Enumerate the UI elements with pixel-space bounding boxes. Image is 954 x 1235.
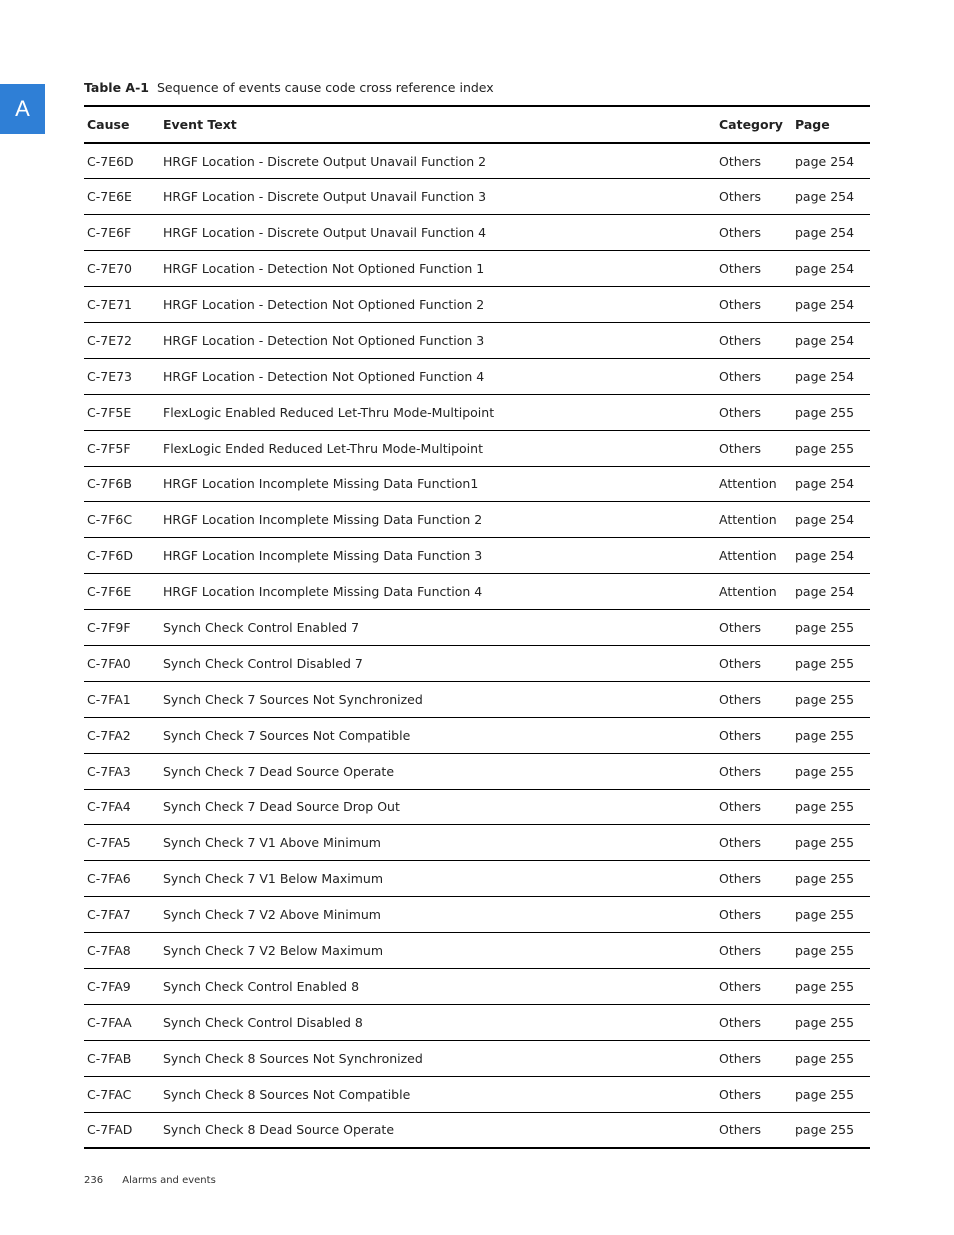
page-ref-cell: page 254 bbox=[795, 297, 855, 312]
cause-code-cell: C-7E71 bbox=[87, 297, 132, 312]
footer-section-title: Alarms and events bbox=[122, 1175, 216, 1186]
event-text-cell: Synch Check 7 V2 Above Minimum bbox=[163, 907, 381, 923]
page-ref-cell: page 255 bbox=[795, 691, 855, 707]
page-ref-cell: page 255 bbox=[795, 1086, 855, 1102]
table-row bbox=[84, 717, 870, 753]
category-cell: Others bbox=[719, 1050, 762, 1066]
table-row bbox=[84, 430, 870, 466]
event-text-cell: FlexLogic Ended Reduced Let-Thru Mode-Multipoint bbox=[163, 440, 483, 456]
cause-code-cell: C-7E6D bbox=[87, 153, 134, 169]
category-cell: Others bbox=[719, 1086, 762, 1102]
table-body bbox=[84, 143, 870, 1148]
event-text-cell: HRGF Location - Discrete Output Unavail Function 2 bbox=[163, 153, 487, 169]
category-cell: Others bbox=[719, 153, 762, 169]
page-ref-cell: page 255 bbox=[795, 835, 855, 851]
table-row bbox=[84, 933, 870, 969]
table-row bbox=[84, 538, 870, 574]
table-row bbox=[84, 179, 870, 215]
header-page: Page bbox=[795, 117, 830, 132]
page-ref-cell: page 255 bbox=[795, 943, 855, 959]
header-event-text: Event Text bbox=[163, 117, 237, 132]
cause-code-cell: C-7FA2 bbox=[87, 727, 131, 743]
event-text-cell: HRGF Location Incomplete Missing Data Function1 bbox=[163, 476, 479, 492]
event-text-cell: Synch Check 7 Sources Not Compatible bbox=[163, 727, 411, 743]
category-cell: Others bbox=[719, 763, 762, 779]
category-cell: Attention bbox=[719, 584, 777, 600]
page-ref-cell: page 255 bbox=[795, 404, 855, 420]
cause-code-cell: C-7FA0 bbox=[87, 655, 131, 671]
page-ref-cell: page 255 bbox=[795, 655, 855, 671]
page-ref-cell: page 255 bbox=[795, 763, 855, 779]
page-ref-cell: page 255 bbox=[795, 1122, 855, 1138]
table-caption-text: Sequence of events cause code cross reference index bbox=[156, 80, 494, 95]
event-text-cell: Synch Check 7 Dead Source Drop Out bbox=[163, 799, 400, 815]
category-cell: Others bbox=[719, 297, 762, 312]
event-text-cell: HRGF Location Incomplete Missing Data Function 4 bbox=[163, 584, 483, 600]
cause-code-cell: C-7FA6 bbox=[87, 871, 131, 887]
table-row bbox=[84, 861, 870, 897]
table-row bbox=[84, 1076, 870, 1112]
table-row bbox=[84, 825, 870, 861]
category-cell: Others bbox=[719, 368, 762, 384]
cause-code-cell: C-7E6F bbox=[87, 225, 132, 241]
category-cell: Others bbox=[719, 655, 762, 671]
page-ref-cell: page 255 bbox=[795, 978, 855, 994]
event-text-cell: Synch Check 7 V1 Above Minimum bbox=[163, 835, 381, 851]
category-cell: Others bbox=[719, 261, 762, 277]
cause-code-cell: C-7F6B bbox=[87, 476, 132, 492]
cause-code-cell: C-7FA3 bbox=[87, 763, 131, 779]
page-ref-cell: page 255 bbox=[795, 871, 855, 887]
category-cell: Others bbox=[719, 1014, 762, 1030]
table-row bbox=[84, 897, 870, 933]
cause-code-cell: C-7E72 bbox=[87, 332, 132, 348]
table-caption-label: Table A-1 bbox=[84, 80, 149, 95]
table-row bbox=[84, 645, 870, 681]
cause-code-cell: C-7FA1 bbox=[87, 691, 131, 707]
table-row bbox=[84, 681, 870, 717]
table-row bbox=[84, 466, 870, 502]
cause-code-cell: C-7FAA bbox=[87, 1014, 132, 1030]
event-text-cell: Synch Check Control Disabled 8 bbox=[163, 1014, 363, 1030]
category-cell: Others bbox=[719, 727, 762, 743]
category-cell: Others bbox=[719, 907, 762, 923]
section-tab bbox=[0, 84, 45, 134]
event-text-cell: FlexLogic Enabled Reduced Let-Thru Mode-Multipoint bbox=[163, 404, 495, 420]
page-ref-cell: page 255 bbox=[795, 907, 855, 923]
page-ref-cell: page 255 bbox=[795, 799, 855, 815]
category-cell: Others bbox=[719, 1122, 762, 1138]
page-ref-cell: page 255 bbox=[795, 1014, 855, 1030]
cause-code-cell: C-7E6E bbox=[87, 189, 132, 205]
page-footer bbox=[84, 1175, 216, 1186]
category-cell: Attention bbox=[719, 476, 777, 492]
event-text-cell: Synch Check 7 V2 Below Maximum bbox=[163, 943, 384, 959]
event-text-cell: Synch Check 7 Sources Not Synchronized bbox=[163, 691, 423, 707]
cause-code-cell: C-7F6C bbox=[87, 512, 133, 528]
table-row bbox=[84, 1004, 870, 1040]
page-ref-cell: page 255 bbox=[795, 440, 855, 456]
cause-code-cell: C-7FA8 bbox=[87, 943, 131, 959]
category-cell: Attention bbox=[719, 548, 777, 564]
cause-code-table-container bbox=[84, 105, 870, 1149]
table-header-row bbox=[84, 106, 870, 143]
table-row bbox=[84, 968, 870, 1004]
table-row bbox=[84, 394, 870, 430]
table-row bbox=[84, 1112, 870, 1148]
cause-code-cell: C-7FAC bbox=[87, 1086, 132, 1102]
page-ref-cell: page 254 bbox=[795, 189, 855, 205]
event-text-cell: HRGF Location - Detection Not Optioned Function 4 bbox=[163, 368, 485, 384]
event-text-cell: HRGF Location - Discrete Output Unavail Function 4 bbox=[163, 225, 487, 241]
event-text-cell: Synch Check Control Enabled 8 bbox=[163, 978, 360, 994]
table-row bbox=[84, 358, 870, 394]
category-cell: Others bbox=[719, 835, 762, 851]
cause-code-cell: C-7F6D bbox=[87, 548, 133, 564]
category-cell: Others bbox=[719, 871, 762, 887]
header-cause: Cause bbox=[87, 117, 130, 132]
event-text-cell: HRGF Location Incomplete Missing Data Function 3 bbox=[163, 548, 483, 564]
page-ref-cell: page 255 bbox=[795, 620, 855, 636]
event-text-cell: Synch Check 7 Dead Source Operate bbox=[163, 763, 395, 779]
category-cell: Attention bbox=[719, 512, 777, 528]
page-ref-cell: page 254 bbox=[795, 153, 855, 169]
event-text-cell: HRGF Location - Detection Not Optioned Function 3 bbox=[163, 332, 485, 348]
category-cell: Others bbox=[719, 440, 762, 456]
page-ref-cell: page 254 bbox=[795, 368, 855, 384]
page-ref-cell: page 254 bbox=[795, 548, 855, 564]
cause-code-cell: C-7FA9 bbox=[87, 978, 131, 994]
cause-code-cell: C-7FA5 bbox=[87, 835, 131, 851]
page-number: 236 bbox=[84, 1175, 104, 1186]
cause-code-cell: C-7F6E bbox=[87, 584, 132, 600]
event-text-cell: HRGF Location - Detection Not Optioned Function 2 bbox=[163, 297, 485, 312]
page-ref-cell: page 254 bbox=[795, 584, 855, 600]
event-text-cell: Synch Check 8 Sources Not Synchronized bbox=[163, 1050, 423, 1066]
cause-code-cell: C-7FAD bbox=[87, 1122, 133, 1138]
page-ref-cell: page 254 bbox=[795, 476, 855, 492]
event-text-cell: Synch Check 8 Dead Source Operate bbox=[163, 1122, 395, 1138]
page-ref-cell: page 254 bbox=[795, 225, 855, 241]
category-cell: Others bbox=[719, 332, 762, 348]
table-row bbox=[84, 753, 870, 789]
cause-code-cell: C-7FA7 bbox=[87, 907, 131, 923]
cause-code-cell: C-7FA4 bbox=[87, 799, 131, 815]
category-cell: Others bbox=[719, 943, 762, 959]
table-row bbox=[84, 215, 870, 251]
cause-code-cell: C-7FAB bbox=[87, 1050, 132, 1066]
section-tab-letter: A bbox=[15, 96, 30, 121]
table-row bbox=[84, 322, 870, 358]
category-cell: Others bbox=[719, 799, 762, 815]
category-cell: Others bbox=[719, 691, 762, 707]
cause-code-cell: C-7F9F bbox=[87, 620, 131, 636]
event-text-cell: Synch Check Control Disabled 7 bbox=[163, 655, 363, 671]
table-row bbox=[84, 143, 870, 179]
event-text-cell: Synch Check 8 Sources Not Compatible bbox=[163, 1086, 411, 1102]
table-row bbox=[84, 574, 870, 610]
table-row bbox=[84, 610, 870, 646]
header-category: Category bbox=[719, 117, 783, 132]
category-cell: Others bbox=[719, 620, 762, 636]
table-row bbox=[84, 1040, 870, 1076]
event-text-cell: HRGF Location - Discrete Output Unavail Function 3 bbox=[163, 189, 487, 205]
category-cell: Others bbox=[719, 404, 762, 420]
cause-code-cell: C-7E73 bbox=[87, 368, 132, 384]
page-ref-cell: page 254 bbox=[795, 332, 855, 348]
event-text-cell: HRGF Location Incomplete Missing Data Function 2 bbox=[163, 512, 483, 528]
event-text-cell: HRGF Location - Detection Not Optioned Function 1 bbox=[163, 261, 485, 277]
table-caption bbox=[84, 80, 494, 95]
table-row bbox=[84, 502, 870, 538]
page-ref-cell: page 254 bbox=[795, 512, 855, 528]
page-ref-cell: page 254 bbox=[795, 261, 855, 277]
cause-code-cell: C-7F5E bbox=[87, 404, 132, 420]
category-cell: Others bbox=[719, 225, 762, 241]
cause-code-table bbox=[84, 105, 870, 1149]
table-row bbox=[84, 789, 870, 825]
table-row bbox=[84, 251, 870, 287]
cause-code-cell: C-7E70 bbox=[87, 261, 132, 277]
page-ref-cell: page 255 bbox=[795, 727, 855, 743]
event-text-cell: Synch Check 7 V1 Below Maximum bbox=[163, 871, 384, 887]
page-ref-cell: page 255 bbox=[795, 1050, 855, 1066]
cause-code-cell: C-7F5F bbox=[87, 440, 131, 456]
event-text-cell: Synch Check Control Enabled 7 bbox=[163, 620, 360, 636]
table-row bbox=[84, 287, 870, 323]
category-cell: Others bbox=[719, 978, 762, 994]
category-cell: Others bbox=[719, 189, 762, 205]
